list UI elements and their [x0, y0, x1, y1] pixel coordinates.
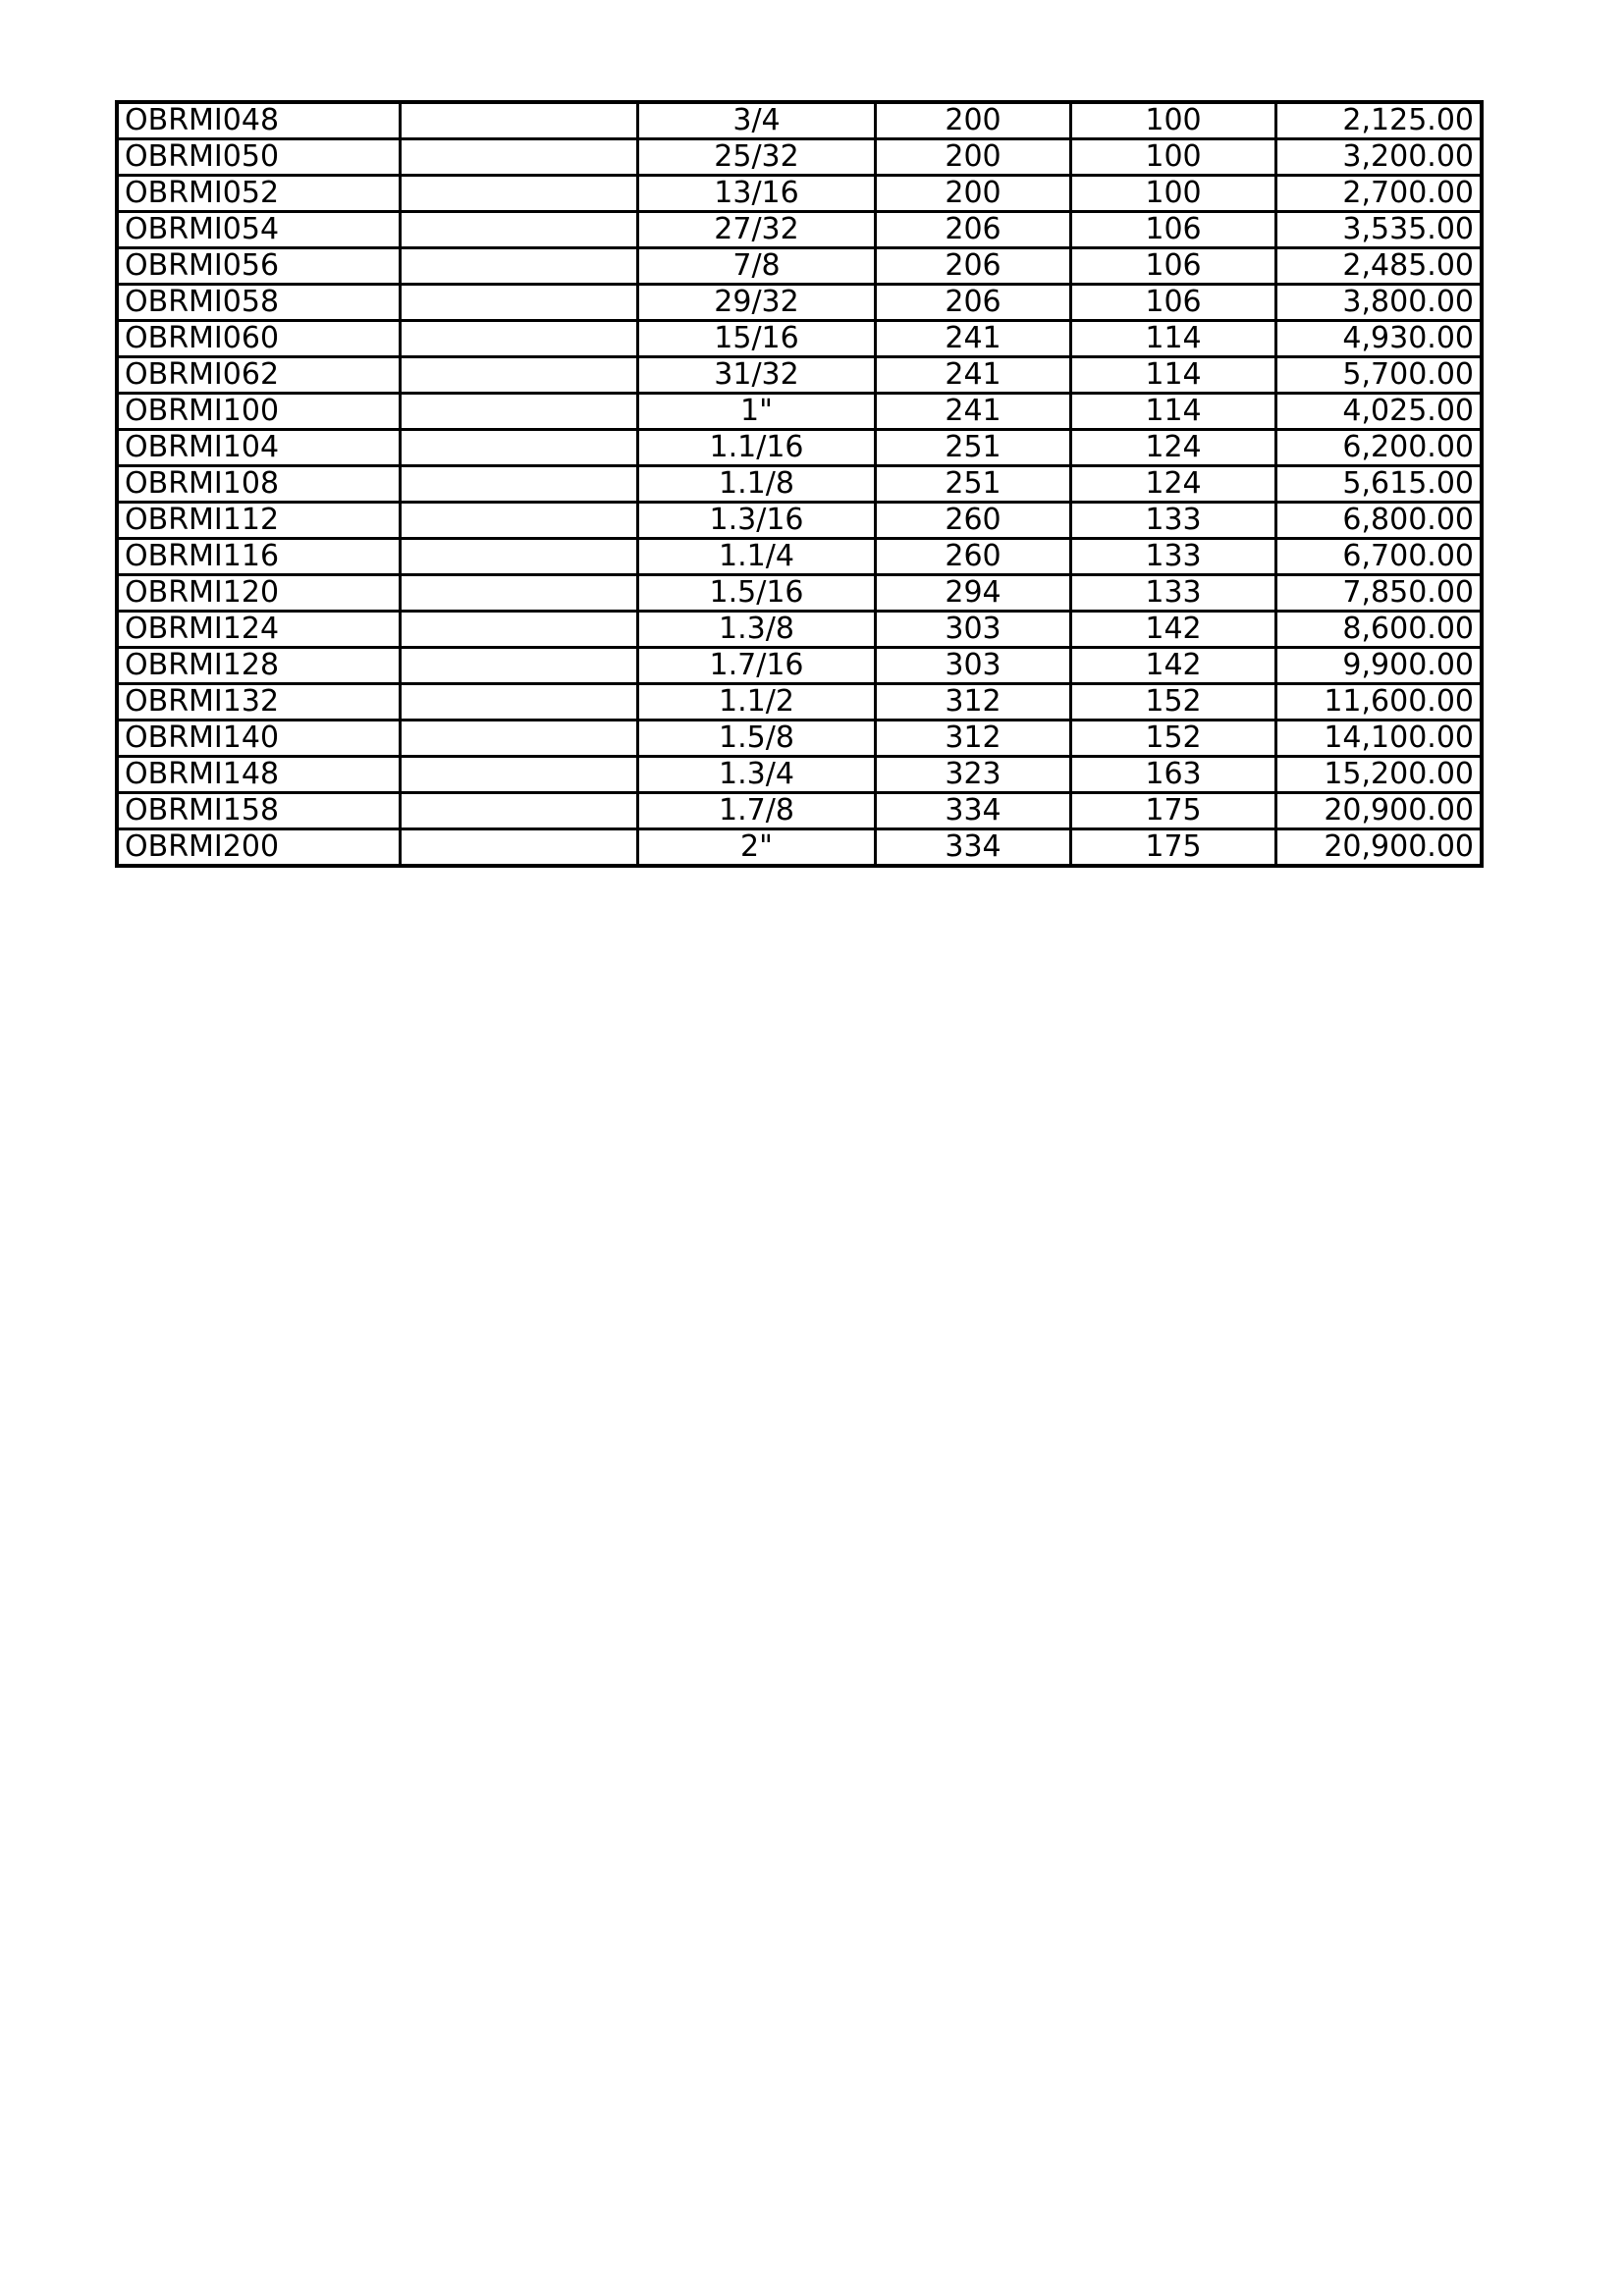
price-cell: 6,200.00: [1276, 430, 1483, 466]
price-cell: 2,700.00: [1276, 176, 1483, 212]
blank-cell: [401, 721, 638, 757]
item-code-cell: OBRMI132: [117, 684, 401, 721]
price-cell: 9,900.00: [1276, 648, 1483, 684]
dimension-a-cell: 251: [876, 430, 1071, 466]
table-row: [117, 321, 1482, 357]
dimension-b-cell: 106: [1071, 212, 1276, 248]
dimension-a-cell: 334: [876, 793, 1071, 829]
size-cell: 1.1/2: [638, 684, 876, 721]
item-code-cell: OBRMI052: [117, 176, 401, 212]
blank-cell: [401, 684, 638, 721]
item-code-cell: OBRMI062: [117, 357, 401, 394]
blank-cell: [401, 102, 638, 139]
item-code-cell: OBRMI120: [117, 575, 401, 612]
dimension-a-cell: 312: [876, 721, 1071, 757]
price-cell: 5,700.00: [1276, 357, 1483, 394]
price-table-body: [117, 102, 1482, 866]
size-cell: 27/32: [638, 212, 876, 248]
size-cell: 15/16: [638, 321, 876, 357]
dimension-b-cell: 142: [1071, 612, 1276, 648]
item-code-cell: OBRMI058: [117, 285, 401, 321]
blank-cell: [401, 321, 638, 357]
price-cell: 8,600.00: [1276, 612, 1483, 648]
size-cell: 1.3/4: [638, 757, 876, 793]
dimension-b-cell: 124: [1071, 466, 1276, 503]
dimension-b-cell: 163: [1071, 757, 1276, 793]
size-cell: 7/8: [638, 248, 876, 285]
dimension-a-cell: 260: [876, 539, 1071, 575]
dimension-b-cell: 175: [1071, 793, 1276, 829]
dimension-b-cell: 152: [1071, 721, 1276, 757]
dimension-b-cell: 152: [1071, 684, 1276, 721]
table-row: [117, 539, 1482, 575]
dimension-b-cell: 100: [1071, 176, 1276, 212]
table-row: [117, 394, 1482, 430]
dimension-b-cell: 142: [1071, 648, 1276, 684]
size-cell: 13/16: [638, 176, 876, 212]
table-row: [117, 829, 1482, 867]
table-row: [117, 176, 1482, 212]
item-code-cell: OBRMI104: [117, 430, 401, 466]
blank-cell: [401, 394, 638, 430]
size-cell: 2": [638, 829, 876, 867]
dimension-a-cell: 200: [876, 139, 1071, 176]
price-cell: 15,200.00: [1276, 757, 1483, 793]
blank-cell: [401, 357, 638, 394]
dimension-a-cell: 206: [876, 285, 1071, 321]
size-cell: 1.7/8: [638, 793, 876, 829]
dimension-a-cell: 241: [876, 357, 1071, 394]
blank-cell: [401, 648, 638, 684]
table-row: [117, 757, 1482, 793]
dimension-b-cell: 175: [1071, 829, 1276, 867]
price-cell: 7,850.00: [1276, 575, 1483, 612]
dimension-b-cell: 114: [1071, 394, 1276, 430]
size-cell: 1.7/16: [638, 648, 876, 684]
table-row: [117, 430, 1482, 466]
blank-cell: [401, 285, 638, 321]
item-code-cell: OBRMI056: [117, 248, 401, 285]
size-cell: 25/32: [638, 139, 876, 176]
dimension-a-cell: 206: [876, 212, 1071, 248]
price-cell: 4,930.00: [1276, 321, 1483, 357]
dimension-a-cell: 294: [876, 575, 1071, 612]
price-cell: 20,900.00: [1276, 829, 1483, 867]
dimension-b-cell: 100: [1071, 139, 1276, 176]
size-cell: 1": [638, 394, 876, 430]
size-cell: 1.3/16: [638, 503, 876, 539]
table-row: [117, 612, 1482, 648]
table-row: [117, 575, 1482, 612]
blank-cell: [401, 539, 638, 575]
item-code-cell: OBRMI112: [117, 503, 401, 539]
item-code-cell: OBRMI124: [117, 612, 401, 648]
price-cell: 3,535.00: [1276, 212, 1483, 248]
size-cell: 3/4: [638, 102, 876, 139]
item-code-cell: OBRMI128: [117, 648, 401, 684]
size-cell: 1.1/4: [638, 539, 876, 575]
price-cell: 20,900.00: [1276, 793, 1483, 829]
item-code-cell: OBRMI116: [117, 539, 401, 575]
blank-cell: [401, 212, 638, 248]
item-code-cell: OBRMI060: [117, 321, 401, 357]
table-row: [117, 357, 1482, 394]
table-row: [117, 721, 1482, 757]
item-code-cell: OBRMI140: [117, 721, 401, 757]
size-cell: 31/32: [638, 357, 876, 394]
table-row: [117, 684, 1482, 721]
dimension-b-cell: 100: [1071, 102, 1276, 139]
item-code-cell: OBRMI200: [117, 829, 401, 867]
dimension-a-cell: 312: [876, 684, 1071, 721]
dimension-a-cell: 200: [876, 176, 1071, 212]
price-cell: 14,100.00: [1276, 721, 1483, 757]
dimension-a-cell: 303: [876, 648, 1071, 684]
price-cell: 11,600.00: [1276, 684, 1483, 721]
price-cell: 2,125.00: [1276, 102, 1483, 139]
price-cell: 5,615.00: [1276, 466, 1483, 503]
blank-cell: [401, 466, 638, 503]
price-cell: 6,800.00: [1276, 503, 1483, 539]
size-cell: 29/32: [638, 285, 876, 321]
item-code-cell: OBRMI108: [117, 466, 401, 503]
dimension-a-cell: 241: [876, 394, 1071, 430]
blank-cell: [401, 503, 638, 539]
dimension-b-cell: 133: [1071, 539, 1276, 575]
blank-cell: [401, 139, 638, 176]
price-cell: 3,800.00: [1276, 285, 1483, 321]
blank-cell: [401, 430, 638, 466]
price-table: [115, 100, 1484, 868]
size-cell: 1.1/16: [638, 430, 876, 466]
dimension-a-cell: 303: [876, 612, 1071, 648]
dimension-b-cell: 114: [1071, 357, 1276, 394]
table-row: [117, 285, 1482, 321]
item-code-cell: OBRMI050: [117, 139, 401, 176]
blank-cell: [401, 829, 638, 867]
blank-cell: [401, 575, 638, 612]
blank-cell: [401, 793, 638, 829]
table-row: [117, 793, 1482, 829]
dimension-b-cell: 106: [1071, 285, 1276, 321]
item-code-cell: OBRMI054: [117, 212, 401, 248]
dimension-a-cell: 323: [876, 757, 1071, 793]
price-cell: 6,700.00: [1276, 539, 1483, 575]
item-code-cell: OBRMI158: [117, 793, 401, 829]
table-row: [117, 648, 1482, 684]
dimension-b-cell: 133: [1071, 503, 1276, 539]
price-cell: 4,025.00: [1276, 394, 1483, 430]
blank-cell: [401, 612, 638, 648]
size-cell: 1.5/16: [638, 575, 876, 612]
table-row: [117, 139, 1482, 176]
size-cell: 1.3/8: [638, 612, 876, 648]
dimension-b-cell: 106: [1071, 248, 1276, 285]
price-cell: 3,200.00: [1276, 139, 1483, 176]
price-cell: 2,485.00: [1276, 248, 1483, 285]
dimension-a-cell: 241: [876, 321, 1071, 357]
size-cell: 1.5/8: [638, 721, 876, 757]
table-row: [117, 102, 1482, 139]
item-code-cell: OBRMI100: [117, 394, 401, 430]
dimension-a-cell: 200: [876, 102, 1071, 139]
blank-cell: [401, 248, 638, 285]
dimension-a-cell: 251: [876, 466, 1071, 503]
dimension-a-cell: 260: [876, 503, 1071, 539]
item-code-cell: OBRMI148: [117, 757, 401, 793]
table-row: [117, 466, 1482, 503]
table-row: [117, 248, 1482, 285]
dimension-a-cell: 334: [876, 829, 1071, 867]
dimension-a-cell: 206: [876, 248, 1071, 285]
table-row: [117, 503, 1482, 539]
dimension-b-cell: 124: [1071, 430, 1276, 466]
dimension-b-cell: 133: [1071, 575, 1276, 612]
item-code-cell: OBRMI048: [117, 102, 401, 139]
table-row: [117, 212, 1482, 248]
dimension-b-cell: 114: [1071, 321, 1276, 357]
blank-cell: [401, 757, 638, 793]
size-cell: 1.1/8: [638, 466, 876, 503]
blank-cell: [401, 176, 638, 212]
